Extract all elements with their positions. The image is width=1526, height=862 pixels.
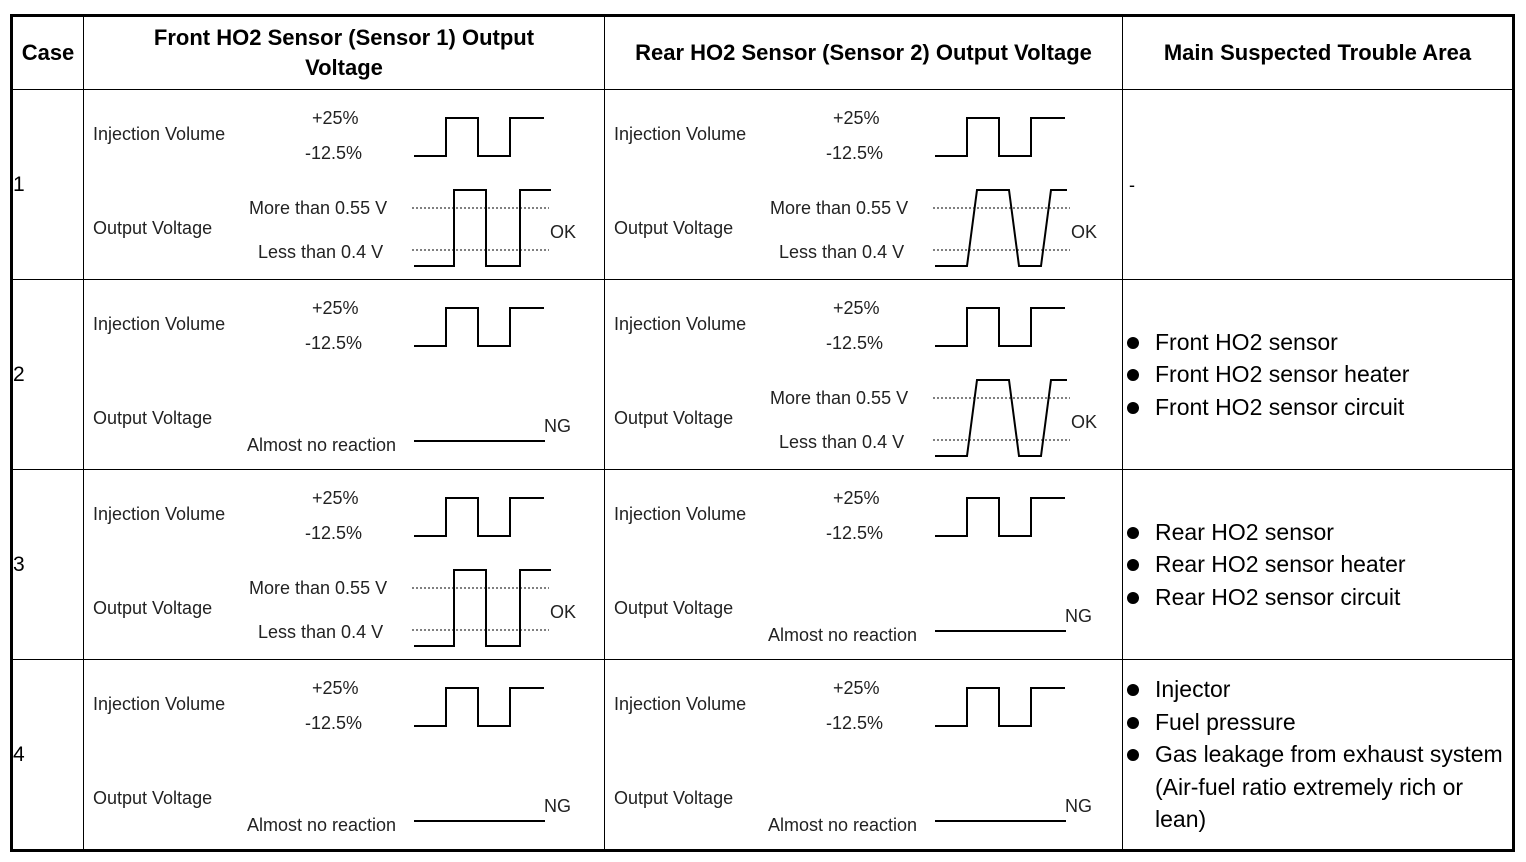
less-than-0-4v-label: Less than 0.4 V [779,432,905,452]
plus-25-label: +25% [312,488,359,508]
trouble-area-item: Rear HO2 sensor heater [1123,548,1512,581]
ok-label: OK [1071,412,1098,432]
header-case: Case [12,16,84,90]
header-row [12,16,1514,90]
ng-label: NG [1065,606,1092,626]
header-front-sensor: Front HO2 Sensor (Sensor 1) Output Voltage [84,16,605,90]
injection-volume-label: Injection Volume [93,314,226,334]
rear-sensor-cell [605,90,1123,280]
ng-label: NG [544,416,571,436]
injection-volume-wave [414,498,544,536]
output-voltage-label: Output Voltage [614,408,734,428]
minus-12-5-label: -12.5% [305,333,363,353]
front-signal-diagram [84,660,604,849]
header-trouble-area: Main Suspected Trouble Area [1123,16,1514,90]
minus-12-5-label: -12.5% [305,523,363,543]
almost-no-reaction-label: Almost no reaction [247,435,397,455]
ok-label: OK [1071,222,1098,242]
trouble-area-item: Gas leakage from exhaust system (Air-fuel ratio extremely rich or lean) [1123,738,1512,836]
trouble-area-cell [1123,90,1514,280]
more-than-0-55v-label: More than 0.55 V [249,578,388,598]
rear-signal-diagram [605,470,1125,659]
almost-no-reaction-label: Almost no reaction [768,815,918,835]
less-than-0-4v-label: Less than 0.4 V [779,242,905,262]
ho2-sensor-table [10,14,1515,852]
output-voltage-label: Output Voltage [614,598,734,618]
more-than-0-55v-label: More than 0.55 V [770,198,909,218]
rear-sensor-cell [605,470,1123,660]
no-trouble-dash: - [1129,175,1135,196]
front-signal-diagram [84,470,604,659]
plus-25-label: +25% [833,298,880,318]
plus-25-label: +25% [312,298,359,318]
front-sensor-cell [84,280,605,470]
front-sensor-cell [84,660,605,851]
injection-volume-label: Injection Volume [614,314,747,334]
front-sensor-cell [84,470,605,660]
plus-25-label: +25% [312,108,359,128]
case-number: 3 [12,470,84,660]
front-signal-diagram [84,90,604,279]
trouble-area-item: Rear HO2 sensor [1123,516,1512,549]
trouble-area-item: Injector [1123,673,1512,706]
rear-signal-diagram [605,90,1125,279]
case-row [12,660,1514,851]
case-number: 2 [12,280,84,470]
minus-12-5-label: -12.5% [826,523,884,543]
plus-25-label: +25% [833,678,880,698]
minus-12-5-label: -12.5% [826,333,884,353]
ng-label: NG [1065,796,1092,816]
trouble-area-item: Front HO2 sensor [1123,326,1512,359]
less-than-0-4v-label: Less than 0.4 V [258,622,384,642]
minus-12-5-label: -12.5% [826,713,884,733]
minus-12-5-label: -12.5% [826,143,884,163]
rear-signal-diagram [605,280,1125,469]
injection-volume-label: Injection Volume [614,694,747,714]
front-sensor-cell [84,90,605,280]
injection-volume-label: Injection Volume [93,124,226,144]
plus-25-label: +25% [833,108,880,128]
less-than-0-4v-label: Less than 0.4 V [258,242,384,262]
case-row [12,280,1514,470]
trouble-area-item: Front HO2 sensor heater [1123,358,1512,391]
case-row [12,470,1514,660]
trouble-area-cell [1123,470,1514,660]
trouble-area-list [1123,516,1512,614]
injection-volume-wave [935,308,1065,346]
output-voltage-label: Output Voltage [93,218,213,238]
output-voltage-wave [935,190,1067,266]
trouble-area-item: Front HO2 sensor circuit [1123,391,1512,424]
injection-volume-label: Injection Volume [93,694,226,714]
output-voltage-label: Output Voltage [93,788,213,808]
output-voltage-wave [935,380,1067,456]
almost-no-reaction-label: Almost no reaction [247,815,397,835]
output-voltage-wave [414,570,551,646]
injection-volume-label: Injection Volume [93,504,226,524]
minus-12-5-label: -12.5% [305,143,363,163]
case-row [12,90,1514,280]
ok-label: OK [550,222,577,242]
trouble-area-cell [1123,280,1514,470]
almost-no-reaction-label: Almost no reaction [768,625,918,645]
trouble-area-item: Rear HO2 sensor circuit [1123,581,1512,614]
trouble-area-list [1123,673,1512,836]
output-voltage-label: Output Voltage [93,598,213,618]
injection-volume-wave [414,688,544,726]
output-voltage-label: Output Voltage [614,218,734,238]
injection-volume-label: Injection Volume [614,124,747,144]
trouble-area-list [1123,326,1512,424]
trouble-area-cell [1123,660,1514,851]
rear-sensor-cell [605,280,1123,470]
rear-sensor-cell [605,660,1123,851]
injection-volume-wave [414,118,544,156]
ok-label: OK [550,602,577,622]
injection-volume-label: Injection Volume [614,504,747,524]
injection-volume-wave [935,688,1065,726]
output-voltage-wave [414,190,551,266]
header-rear-sensor: Rear HO2 Sensor (Sensor 2) Output Voltage [605,16,1123,90]
minus-12-5-label: -12.5% [305,713,363,733]
injection-volume-wave [935,118,1065,156]
output-voltage-label: Output Voltage [93,408,213,428]
front-signal-diagram [84,280,604,469]
more-than-0-55v-label: More than 0.55 V [770,388,909,408]
case-number: 4 [12,660,84,851]
injection-volume-wave [935,498,1065,536]
rear-signal-diagram [605,660,1125,849]
plus-25-label: +25% [833,488,880,508]
output-voltage-label: Output Voltage [614,788,734,808]
injection-volume-wave [414,308,544,346]
case-number: 1 [12,90,84,280]
more-than-0-55v-label: More than 0.55 V [249,198,388,218]
plus-25-label: +25% [312,678,359,698]
ng-label: NG [544,796,571,816]
trouble-area-item: Fuel pressure [1123,706,1512,739]
